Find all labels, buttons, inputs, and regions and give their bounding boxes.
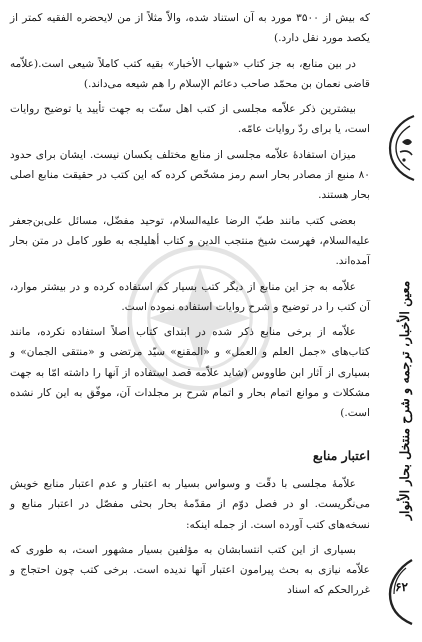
section-paragraph-2: بسیاری از این کتب انتسابشان به مؤلفین بسیار مشهور است، به طوری که علاّمه نیازی به بحث پیرامون اعتبار آنها ندیده است. برخی کتب چون احتجاج و غررالحکم که اسناد [10, 543, 371, 597]
paragraph-5: بعضی کتب مانند طبّ الرضا علیه‌السلام، توحید مفضّل، مسائل علی‌بن‌جعفر علیه‌السلام، فهرست شیخ منتجب الدین و کتاب أهلیلجه به طور کامل در متن بحار آمده‌اند. [10, 214, 370, 268]
paragraph-6: علاّمه به جز این منابع از دیگر کتب بسیار کم استفاده کرده و در بیشتر موارد، آن کتب را در توضیح و شرح روایات استفاده نموده است. [10, 280, 370, 313]
section-heading: اعتبار منابع [312, 447, 370, 463]
section-paragraph-1: علاّمهٔ مجلسی با دقّت و وسواس بسیار به اعتبار و عدم اعتبار منابع خویش می‌نگریست. او در فصل دوّم از مقدّمهٔ بحار بحثی مفصّل در اعتبار منابع و نسخه‌های کتب آورده است. از جمله اینکه: [10, 477, 370, 531]
paragraph-3: بیشترین ذکر علاّمه مجلسی از کتب اهل سنّت به جهت تأیید یا توضیح روایات است، یا برای ردّ روایات عامّه. [10, 103, 370, 136]
margin-ornament-icon [384, 112, 418, 184]
running-title: معین الأخبار، ترجمه و شرح منتخل بحار الأنوار [397, 280, 412, 520]
paragraph-4: میزان استفادهٔ علاّمه مجلسی از منابع مختلف یکسان نیست. ایشان برای حدود ۸۰ منبع از مصادر بحار اسم رمز مشخّص کرده که این کتب در حقیقت منابع اصلی بحار هستند. [10, 148, 370, 202]
paragraph-1: که بیش از ۳۵۰۰ مورد به آن استناد شده، والاّ مثلاً از من لایحضره الفقیه کمتر از یکصد مورد نقل دارد.) [10, 12, 370, 45]
paragraph-7: علاّمه از برخی منابع ذکر شده در ابتدای کتاب اصلاً استفاده نکرده، مانند کتاب‌های «جمل العلم و العمل» و «المقنع» سیّد مرتضی و «منتقی الجمان» و بسیاری از آثار ابن طاووس (شاید علاّمه قصد استفاده از آنها را داشته امّا به جهت مشکلات و موانع اتمام بحار و اتمام شرح بر مجلدات آن، موفّق به این کار نشده است.) [10, 326, 370, 420]
main-text [10, 8, 370, 606]
paragraph-2: در بین منابع، به جز کتاب «شهاب الأخبار» بقیه کتب کاملاً شیعی است.(علاّمه قاضی نعمان بن محمّد صاحب دعائم الإسلام را هم شیعه می‌داند.) [10, 57, 370, 90]
page-number: ۶۲ [395, 580, 408, 594]
